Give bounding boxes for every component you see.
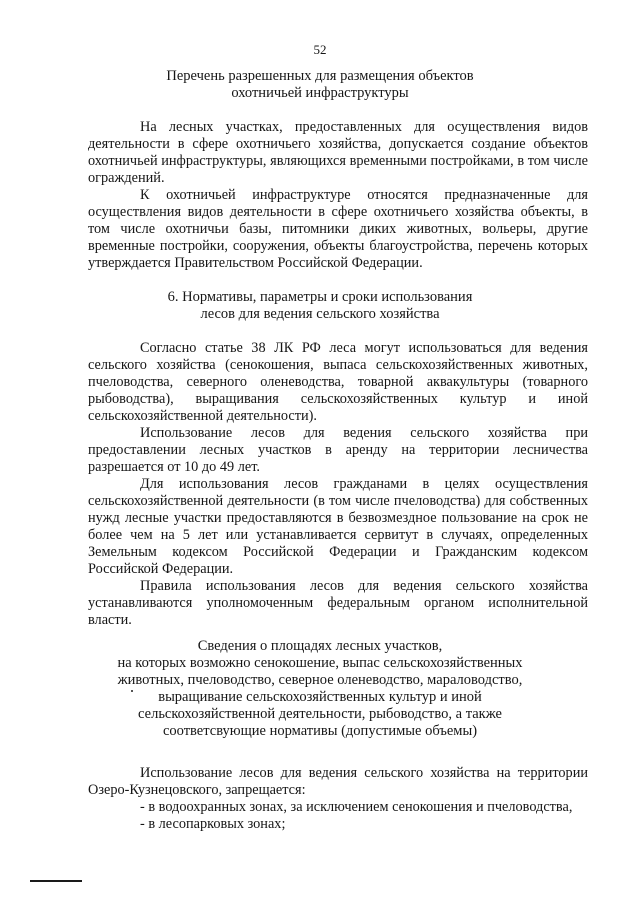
paragraph-prohibition: Использование лесов для ведения сельского хозяйства на территории Озеро-Кузнецовского, запрещается: [88,765,588,798]
paragraph-lease-term: Использование лесов для ведения сельского хозяйства при предоставлении лесных участков в аренду на территории лесничества разрешается от 10 до 49 лет. [88,425,588,475]
list-item: - в водоохранных зонах, за исключением сенокошения и пчеловодства, [140,799,573,815]
paragraph-hunting-plots: На лесных участках, предоставленных для осуществления видов деятельности в сфере охотничьего хозяйства, допускается создание объектов охотничьей инфраструктуры, являющихся временными постройками, в том числе ограждений. [88,119,588,186]
heading-line: животных, пчеловодство, северное оленеводство, мараловодство, [117,672,523,688]
heading-line: Перечень разрешенных для размещения объектов [166,68,474,84]
section-heading-agriculture [0,289,640,323]
list-item: - в лесопарковых зонах; [140,816,286,832]
page-number: 52 [313,42,327,57]
heading-line: Сведения о площадях лесных участков, [197,638,443,654]
section-heading-hunting-infrastructure [0,68,640,102]
heading-line: лесов для ведения сельского хозяйства [200,306,440,322]
heading-line: сельскохозяйственной деятельности, рыбоводство, а также [138,706,502,722]
paragraph-article-38: Согласно статье 38 ЛК РФ леса могут использоваться для ведения сельского хозяйства (сенокошения, выпаса сельскохозяйственных животных, пчеловодства, северного оленеводства, товарной аквакультуры (товарного рыбоводства), выращивания сельскохозяйственных культур и иной сельскохозяйственной деятельности). [88,340,588,424]
scan-speck [131,690,133,692]
heading-line: соответсвующие нормативы (допустимые объемы) [162,723,478,739]
section-heading-areas [0,638,640,740]
heading-line: на которых возможно сенокошение, выпас сельскохозяйственных [117,655,523,671]
paragraph-hunting-infrastructure: К охотничьей инфраструктуре относятся предназначенные для осуществления видов деятельности в сфере охотничьего хозяйства объекты, в том числе охотничьи базы, питомники диких животных, вольеры, другие временные постройки, сооружения, объекты благоустройства, перечень которых утверждается Правительством Российской Федерации. [88,187,588,271]
paragraph-rules: Правила использования лесов для ведения сельского хозяйства устанавливаются уполномоченным федеральным органом исполнительной власти. [88,578,588,628]
heading-line: охотничьей инфраструктуры [231,85,409,101]
footer-rule [30,880,82,882]
heading-line: выращивание сельскохозяйственных культур и иной [158,689,482,705]
paragraph-citizens-use: Для использования лесов гражданами в целях осуществления сельскохозяйственной деятельности (в том числе пчеловодства) для собственных нужд лесные участки предоставляются в безвозмездное пользование на срок не более чем на 5 лет или устанавливается сервитут в случаях, определенных Земельным кодексом Российской Федерации и Гражданским кодексом Российской Федерации. [88,476,588,577]
heading-line: 6. Нормативы, параметры и сроки использования [167,289,473,305]
